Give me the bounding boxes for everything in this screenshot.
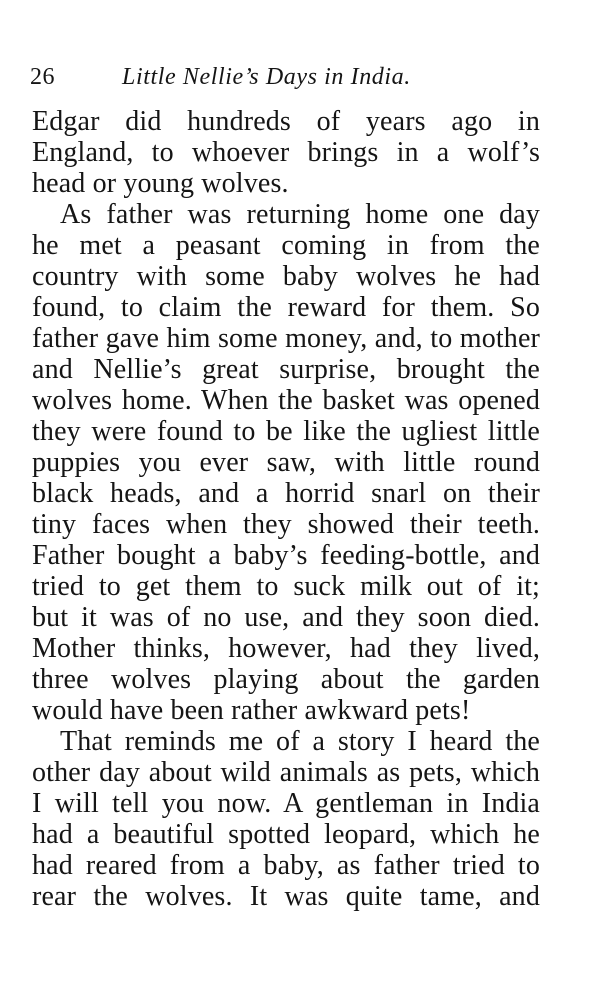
text-line: head or young wolves. xyxy=(32,168,289,199)
body-text xyxy=(32,106,540,912)
text-line: found, to claim the reward for them. So xyxy=(32,292,540,323)
text-line: Mother thinks, however, had they lived, xyxy=(32,633,540,664)
text-line: and Nellie’s great surprise, brought the xyxy=(32,354,540,385)
text-line: rear the wolves. It was quite tame, and xyxy=(32,881,540,912)
text-line: That reminds me of a story I heard the xyxy=(60,726,540,757)
text-line: father gave him some money, and, to mother xyxy=(32,323,540,354)
text-line: but it was of no use, and they soon died. xyxy=(32,602,540,633)
text-line: three wolves playing about the garden xyxy=(32,664,540,695)
text-line: Edgar did hundreds of years ago in xyxy=(32,106,540,137)
text-line: they were found to be like the ugliest little xyxy=(32,416,540,447)
page-number: 26 xyxy=(30,64,55,90)
text-line: had reared from a baby, as father tried to xyxy=(32,850,540,881)
text-line: had a beautiful spotted leopard, which he xyxy=(32,819,540,850)
text-line: other day about wild animals as pets, which xyxy=(32,757,540,788)
text-line: he met a peasant coming in from the xyxy=(32,230,540,261)
text-line: tiny faces when they showed their teeth. xyxy=(32,509,540,540)
page-header xyxy=(30,62,550,92)
text-line: tried to get them to suck milk out of it; xyxy=(32,571,540,602)
text-line: black heads, and a horrid snarl on their xyxy=(32,478,540,509)
text-line: England, to whoever brings in a wolf’s xyxy=(32,137,540,168)
running-title: Little Nellie’s Days in India. xyxy=(122,64,411,90)
text-line: I will tell you now. A gentleman in India xyxy=(32,788,540,819)
text-line: puppies you ever saw, with little round xyxy=(32,447,540,478)
text-line: country with some baby wolves he had xyxy=(32,261,540,292)
text-line: As father was returning home one day xyxy=(60,199,540,230)
text-line: would have been rather awkward pets! xyxy=(32,695,471,726)
text-line: Father bought a baby’s feeding-bottle, and xyxy=(32,540,540,571)
text-line: wolves home. When the basket was opened xyxy=(32,385,540,416)
